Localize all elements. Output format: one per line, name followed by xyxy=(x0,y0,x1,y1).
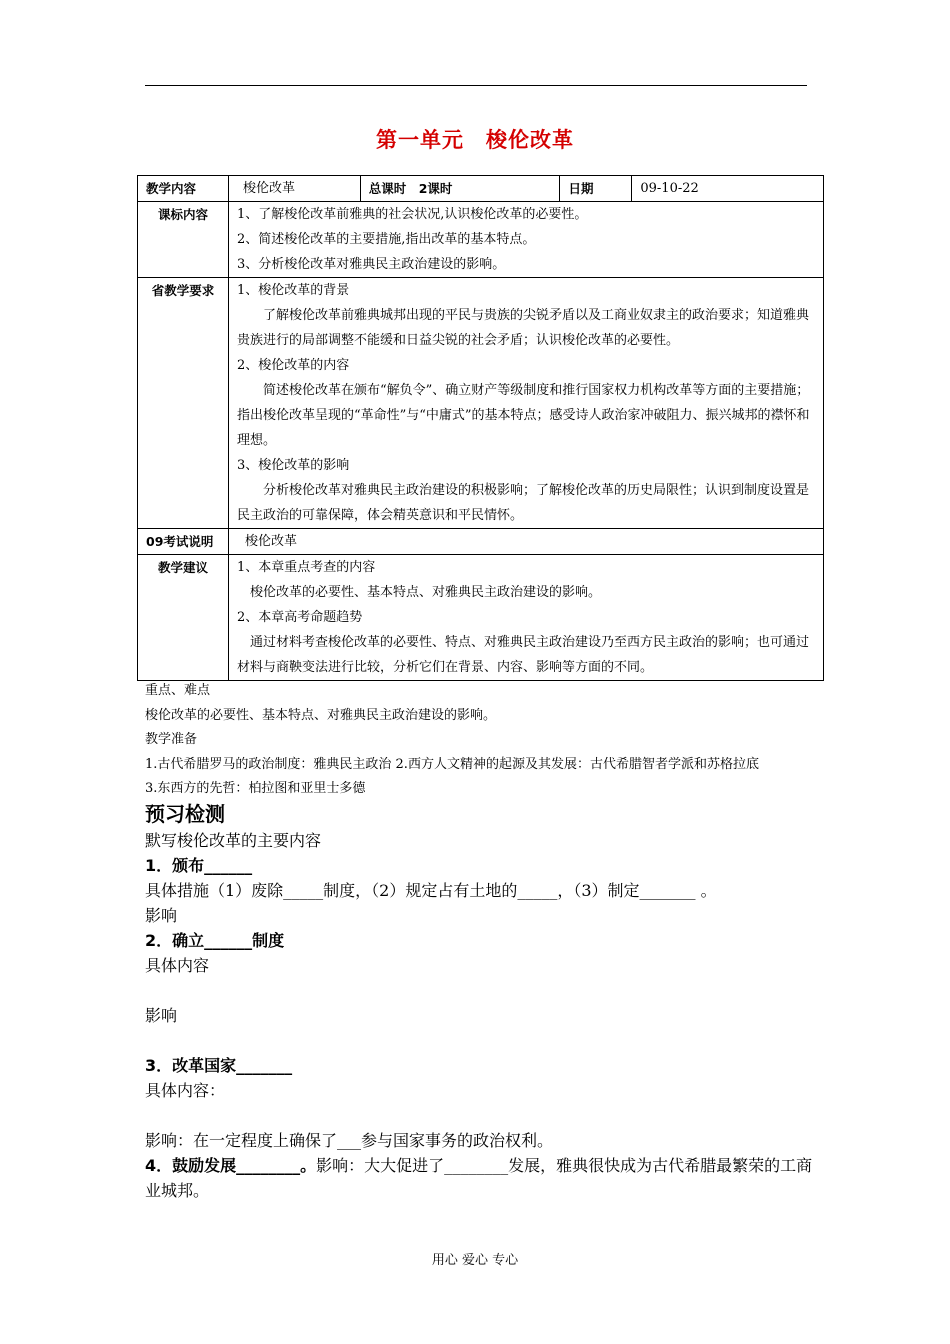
date-value: 09-10-22 xyxy=(632,176,824,202)
province-subheading: 2、梭伦改革的内容 xyxy=(236,358,350,373)
advice-paragraph: 通过材料考查梭伦改革的必要性、特点、对雅典民主政治建设乃至西方民主政治的影响；也可通过材料与商鞅变法进行比较，分析它们在背景、内容、影响等方面的不同。 xyxy=(236,635,809,675)
label-date: 日期 xyxy=(560,176,632,202)
row-exam-description xyxy=(138,529,824,555)
curriculum-line: 1、了解梭伦改革前雅典的社会状况,认识梭伦改革的必要性。 xyxy=(236,207,588,222)
preview-heading: 预习检测 xyxy=(145,802,225,826)
page-footer: 用心 爱心 专心 xyxy=(431,1253,519,1268)
advice-subheading: 2、本章高考命题趋势 xyxy=(236,610,363,625)
label-teaching-content: 教学内容 xyxy=(138,176,229,202)
province-subheading: 3、梭伦改革的影响 xyxy=(236,458,350,473)
province-paragraph: 简述梭伦改革在颁布“解负令”、确立财产等级制度和推行国家权力机构改革等方面的主要措施；指出梭伦改革呈现的“革命性”与“中庸式”的基本特点；感受诗人政治家冲破阻力、振兴城邦的襟怀和理想。 xyxy=(236,383,810,448)
prep-line: 1.古代希腊罗马的政治制度：雅典民主政治 2.西方人文精神的起源及其发展：古代希腊智者学派和苏格拉底 xyxy=(145,756,759,772)
item1-effect: 影响 xyxy=(145,906,178,925)
curriculum-content xyxy=(228,202,823,278)
label-curriculum: 课标内容 xyxy=(138,202,229,278)
label-exam-description: 09考试说明 xyxy=(138,529,229,555)
advice-subheading: 1、本章重点考查的内容 xyxy=(236,560,376,575)
curriculum-line: 3、分析梭伦改革对雅典民主政治建设的影响。 xyxy=(236,257,506,272)
item3-effect: 影响：在一定程度上确保了___参与国家事务的政治权利。 xyxy=(145,1131,554,1150)
notes-section xyxy=(145,679,825,802)
row-province-requirements xyxy=(138,278,824,529)
province-paragraph: 分析梭伦改革对雅典民主政治建设的积极影响；了解梭伦改革的历史局限性；认识到制度设置是民主政治的可靠保障，体会精英意识和平民情怀。 xyxy=(236,483,809,523)
header-rule xyxy=(145,85,807,86)
curriculum-line: 2、简述梭伦改革的主要措施,指出改革的基本特点。 xyxy=(236,232,536,247)
item4-title: 4．鼓励发展________。 xyxy=(145,1156,317,1175)
row-curriculum xyxy=(138,202,824,278)
label-province-requirements: 省教学要求 xyxy=(138,278,229,529)
key-points-text: 梭伦改革的必要性、基本特点、对雅典民主政治建设的影响。 xyxy=(145,707,497,723)
row-teaching-advice xyxy=(138,555,824,681)
province-subheading: 1、梭伦改革的背景 xyxy=(236,283,350,298)
total-hours: 总课时 2课时 xyxy=(360,176,560,202)
item2-effect: 影响 xyxy=(145,1006,178,1025)
prep-title: 教学准备 xyxy=(145,732,198,747)
prep-line: 3.东西方的先哲：柏拉图和亚里士多德 xyxy=(145,781,366,796)
teaching-content-value: 梭伦改革 xyxy=(228,176,360,202)
item1-detail: 具体措施（1）废除_____制度，（2）规定占有土地的_____，（3）制定_______ 。 xyxy=(145,881,717,900)
item1-title: 1．颁布______ xyxy=(145,856,253,875)
item3-detail: 具体内容： xyxy=(145,1081,226,1100)
item2-detail: 具体内容 xyxy=(145,956,210,975)
advice-paragraph: 梭伦改革的必要性、基本特点、对雅典民主政治建设的影响。 xyxy=(249,585,601,600)
preview-intro: 默写梭伦改革的主要内容 xyxy=(145,831,322,850)
item4-text: 影响：大大促进了________发展，雅典很快成为古代希腊最繁荣的工商业城邦。 xyxy=(145,1156,813,1200)
item3-title: 3．改革国家_______ xyxy=(145,1056,293,1075)
exam-description-value: 梭伦改革 xyxy=(228,529,823,555)
item2-title: 2．确立______制度 xyxy=(145,931,285,950)
row-teaching-content xyxy=(138,176,824,202)
province-content xyxy=(228,278,823,529)
page-title: 第一单元 梭伦改革 xyxy=(376,128,574,152)
advice-content xyxy=(228,555,823,681)
key-points-title: 重点、难点 xyxy=(145,683,211,698)
lesson-plan-table xyxy=(137,175,824,681)
item4 xyxy=(145,1153,825,1203)
label-teaching-advice: 教学建议 xyxy=(138,555,229,681)
province-paragraph: 了解梭伦改革前雅典城邦出现的平民与贵族的尖锐矛盾以及工商业奴隶主的政治要求；知道雅典贵族进行的局部调整不能缓和日益尖锐的社会矛盾；认识梭伦改革的必要性。 xyxy=(236,308,809,348)
